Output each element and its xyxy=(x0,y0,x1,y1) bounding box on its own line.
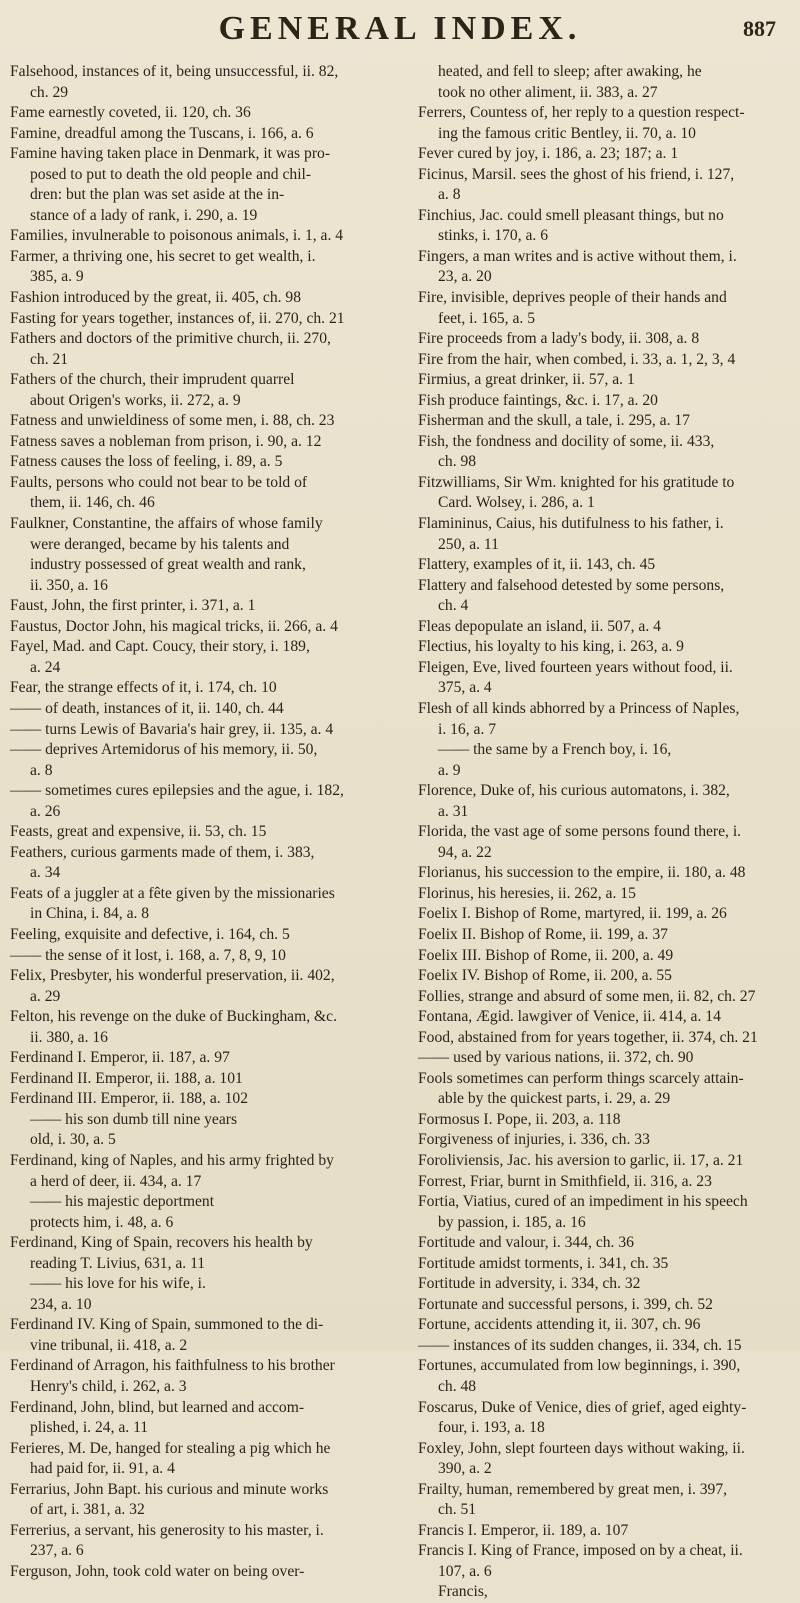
index-entry-line: plished, i. 24, a. 11 xyxy=(30,1419,149,1437)
index-entry-line: Fools sometimes can perform things scarcely attain- xyxy=(418,1069,744,1087)
index-entry-line: old, i. 30, a. 5 xyxy=(30,1131,116,1149)
index-entry-line: stance of a lady of rank, i. 290, a. 19 xyxy=(30,206,258,224)
index-entry-line: Fitzwilliams, Sir Wm. knighted for his gratitude to xyxy=(418,473,735,491)
index-entry-line: protects him, i. 48, a. 6 xyxy=(30,1213,174,1231)
index-entry-line: Feasts, great and expensive, ii. 53, ch. 15 xyxy=(10,823,267,841)
index-entry-line: Faults, persons who could not bear to be told of xyxy=(10,473,308,491)
page-header xyxy=(0,6,800,52)
index-entry-line: Fortitude and valour, i. 344, ch. 36 xyxy=(418,1234,634,1252)
index-entry-line: Faustus, Doctor John, his magical tricks, ii. 266, a. 4 xyxy=(10,617,338,635)
index-entry-line: Feathers, curious garments made of them, i. 383, xyxy=(10,843,315,861)
index-entry-line: Florence, Duke of, his curious automatons, i. 382, xyxy=(418,782,730,800)
index-entry-line: —— the same by a French boy, i. 16, xyxy=(438,741,672,759)
index-entry-line: Fish produce faintings, &c. i. 17, a. 20 xyxy=(418,391,658,409)
index-entry-line: Food, abstained from for years together, ii. 374, ch. 21 xyxy=(418,1028,758,1046)
index-entry-line: 234, a. 10 xyxy=(30,1295,92,1313)
index-entry-line: ch. 4 xyxy=(438,597,469,615)
index-entry-line: Famine having taken place in Denmark, it was pro- xyxy=(10,145,331,163)
index-entry-line: Fortunate and successful persons, i. 399, ch. 52 xyxy=(418,1295,713,1313)
index-entry-line: Finchius, Jac. could smell pleasant things, but no xyxy=(418,206,724,224)
index-entry-line: Foelix II. Bishop of Rome, ii. 199, a. 37 xyxy=(418,925,668,943)
index-entry-line: —— instances of its sudden changes, ii. 334, ch. 15 xyxy=(418,1336,742,1354)
index-entry-line: Ferdinand III. Emperor, ii. 188, a. 102 xyxy=(10,1090,248,1108)
index-entry-line: Fatness and unwieldiness of some men, i. 88, ch. 23 xyxy=(10,412,335,430)
index-entry-line: 375, a. 4 xyxy=(438,679,492,697)
index-entry-line: Florianus, his succession to the empire, ii. 180, a. 48 xyxy=(418,864,746,882)
index-entry-line: Francis, xyxy=(438,1583,488,1601)
index-entry-line: Fear, the strange effects of it, i. 174, ch. 10 xyxy=(10,679,277,697)
index-entry-line: Ferdinand, John, blind, but learned and accom- xyxy=(10,1398,305,1416)
index-entry-line: Fisherman and the skull, a tale, i. 295, a. 17 xyxy=(418,412,690,430)
index-entry-line: 385, a. 9 xyxy=(30,268,84,286)
index-entry-line: Fatness causes the loss of feeling, i. 89, a. 5 xyxy=(10,453,283,471)
index-column-left xyxy=(10,62,382,1580)
index-entry-line: Fathers of the church, their imprudent quarrel xyxy=(10,371,295,389)
index-entry-line: 94, a. 22 xyxy=(438,843,492,861)
index-entry-line: Fish, the fondness and docility of some, ii. 433, xyxy=(418,432,715,450)
index-entry-line: Fayel, Mad. and Capt. Coucy, their story, i. 189, xyxy=(10,638,310,656)
index-entry-line: Foelix III. Bishop of Rome, ii. 200, a. 49 xyxy=(418,946,674,964)
index-entry-line: Henry's child, i. 262, a. 3 xyxy=(30,1378,187,1395)
index-entry-line: 107, a. 6 xyxy=(438,1562,492,1580)
index-entry-line: ing the famous critic Bentley, ii. 70, a. 10 xyxy=(438,124,696,142)
index-entry-line: heated, and fell to sleep; after awaking, he xyxy=(438,63,702,80)
index-entry-line: industry possessed of great wealth and rank, xyxy=(30,556,306,574)
index-entry-line: took no other aliment, ii. 383, a. 27 xyxy=(438,83,658,101)
index-entry-line: them, ii. 146, ch. 46 xyxy=(30,494,155,512)
index-entry-line: Fatness saves a nobleman from prison, i. 90, a. 12 xyxy=(10,432,322,450)
index-entry-line: had paid for, ii. 91, a. 4 xyxy=(30,1460,175,1478)
index-entry-line: Forgiveness of injuries, i. 336, ch. 33 xyxy=(418,1131,650,1149)
index-entry-line: Fontana, Ægid. lawgiver of Venice, ii. 414, a. 14 xyxy=(418,1008,721,1026)
index-entry-line: Ferdinand IV. King of Spain, summoned to the di- xyxy=(10,1316,324,1334)
index-entry-line: Ferdinand II. Emperor, ii. 188, a. 101 xyxy=(10,1069,243,1087)
index-entry-line: four, i. 193, a. 18 xyxy=(438,1419,545,1437)
index-entry-line: Foelix IV. Bishop of Rome, ii. 200, a. 55 xyxy=(418,967,672,985)
index-entry-line: feet, i. 165, a. 5 xyxy=(438,309,535,327)
index-entry-line: —— his majestic deportment xyxy=(30,1193,215,1211)
index-entry-line: ch. 21 xyxy=(30,350,69,368)
index-entry-line: ch. 29 xyxy=(30,83,69,101)
index-entry-line: in China, i. 84, a. 8 xyxy=(30,905,150,923)
index-entry-line: ch. 48 xyxy=(438,1378,477,1395)
index-entry-line: Fashion introduced by the great, ii. 405, ch. 98 xyxy=(10,289,302,307)
index-entry-line: about Origen's works, ii. 272, a. 9 xyxy=(30,391,241,409)
index-entry-line: Ferdinand, king of Naples, and his army frighted by xyxy=(10,1151,334,1169)
index-entry-line: Faulkner, Constantine, the affairs of whose family xyxy=(10,515,323,533)
index-entry-line: Farmer, a thriving one, his secret to get wealth, i. xyxy=(10,247,316,265)
index-entry-line: by passion, i. 185, a. 16 xyxy=(438,1213,586,1231)
index-entry-line: Fire proceeds from a lady's body, ii. 308, a. 8 xyxy=(418,330,700,348)
index-entry-line: ii. 380, a. 16 xyxy=(30,1028,108,1046)
index-entry-line: Ficinus, Marsil. sees the ghost of his friend, i. 127, xyxy=(418,165,735,183)
index-entry-line: Families, invulnerable to poisonous animals, i. 1, a. 4 xyxy=(10,227,344,245)
index-entry-line: Foroliviensis, Jac. his aversion to garlic, ii. 17, a. 21 xyxy=(418,1151,744,1169)
index-entry-line: a. 9 xyxy=(438,761,461,779)
index-entry-line: 237, a. 6 xyxy=(30,1542,84,1560)
index-entry-line: Flectius, his loyalty to his king, i. 263, a. 9 xyxy=(418,638,684,656)
index-entry-line: Fleas depopulate an island, ii. 507, a. 4 xyxy=(418,617,661,635)
index-entry-line: Feats of a juggler at a fête given by the missionaries xyxy=(10,884,335,902)
index-entry-line: Francis I. Emperor, ii. 189, a. 107 xyxy=(418,1521,629,1539)
index-entry-line: —— of death, instances of it, ii. 140, ch. 44 xyxy=(10,699,284,717)
index-entry-line: ii. 350, a. 16 xyxy=(30,576,108,594)
index-entry-line: Felix, Presbyter, his wonderful preservation, ii. 402, xyxy=(10,967,335,985)
index-entry-line: Foscarus, Duke of Venice, dies of grief, aged eighty- xyxy=(418,1398,747,1416)
index-entry-line: stinks, i. 170, a. 6 xyxy=(438,227,549,245)
index-entry-line: a. 26 xyxy=(30,802,61,820)
index-entry-line: Falsehood, instances of it, being unsuccessful, ii. 82, xyxy=(10,63,339,80)
index-entry-line: a. 29 xyxy=(30,987,61,1005)
index-entry-line: Ferrarius, John Bapt. his curious and minute works xyxy=(10,1480,329,1498)
index-entry-line: Ferieres, M. De, hanged for stealing a pig which he xyxy=(10,1439,331,1457)
index-entry-line: Foelix I. Bishop of Rome, martyred, ii. 199, a. 26 xyxy=(418,905,727,923)
index-entry-line: Fortia, Viatius, cured of an impediment in his speech xyxy=(418,1193,748,1211)
index-entry-line: Fever cured by joy, i. 186, a. 23; 187; a. 1 xyxy=(418,145,679,163)
index-entry-line: Fortitude in adversity, i. 334, ch. 32 xyxy=(418,1275,641,1293)
index-entry-line: Fasting for years together, instances of, ii. 270, ch. 21 xyxy=(10,309,345,327)
index-entry-line: Ferdinand, King of Spain, recovers his health by xyxy=(10,1234,313,1252)
index-entry-line: 23, a. 20 xyxy=(438,268,492,286)
index-entry-line: Famine, dreadful among the Tuscans, i. 166, a. 6 xyxy=(10,124,314,142)
index-entry-line: a. 31 xyxy=(438,802,469,820)
index-entry-line: 250, a. 11 xyxy=(438,535,499,553)
index-entry-line: i. 16, a. 7 xyxy=(438,720,497,738)
index-entry-line: Fleigen, Eve, lived fourteen years without food, ii. xyxy=(418,658,733,676)
index-entry-line: ch. 98 xyxy=(438,453,477,471)
index-entry-line: —— his love for his wife, i. xyxy=(30,1275,206,1293)
index-entry-line: Fire, invisible, deprives people of their hands and xyxy=(418,289,727,307)
index-entry-line: Ferrers, Countess of, her reply to a question respect- xyxy=(418,104,745,122)
index-entry-line: Faust, John, the first printer, i. 371, a. 1 xyxy=(10,597,256,615)
index-entry-line: vine tribunal, ii. 418, a. 2 xyxy=(30,1336,188,1354)
index-entry-line: Ferrerius, a servant, his generosity to his master, i. xyxy=(10,1521,324,1539)
index-entry-line: Flamininus, Caius, his dutifulness to his father, i. xyxy=(418,515,724,533)
index-entry-line: Fortunes, accumulated from low beginnings, i. 390, xyxy=(418,1357,741,1375)
index-entry-line: a herd of deer, ii. 434, a. 17 xyxy=(30,1172,202,1190)
index-entry-line: able by the quickest parts, i. 29, a. 29 xyxy=(438,1090,671,1108)
index-entry-line: Ferdinand of Arragon, his faithfulness to his brother xyxy=(10,1357,335,1375)
index-entry-line: 390, a. 2 xyxy=(438,1460,492,1478)
index-entry-line: reading T. Livius, 631, a. 11 xyxy=(30,1254,206,1272)
index-entry-line: Fortune, accidents attending it, ii. 307, ch. 96 xyxy=(418,1316,701,1334)
index-entry-line: Card. Wolsey, i. 286, a. 1 xyxy=(438,494,595,512)
index-entry-line: a. 8 xyxy=(30,761,53,779)
page-number: 887 xyxy=(743,16,776,41)
index-entry-line: Francis I. King of France, imposed on by a cheat, ii. xyxy=(418,1542,743,1560)
index-entry-line: Florinus, his heresies, ii. 262, a. 15 xyxy=(418,884,636,902)
index-entry-line: were deranged, became by his talents and xyxy=(30,535,290,553)
index-entry-line: dren: but the plan was set aside at the in- xyxy=(30,186,285,204)
running-head: GENERAL INDEX. xyxy=(218,10,582,47)
index-entry-line: Flattery, examples of it, ii. 143, ch. 45 xyxy=(418,556,656,574)
index-entry-line: Florida, the vast age of some persons found there, i. xyxy=(418,823,742,841)
index-entry-line: —— sometimes cures epilepsies and the ague, i. 182, xyxy=(10,782,344,800)
index-entry-line: Ferdinand I. Emperor, ii. 187, a. 97 xyxy=(10,1049,230,1067)
index-entry-line: —— turns Lewis of Bavaria's hair grey, ii. 135, a. 4 xyxy=(10,720,334,738)
index-entry-line: posed to put to death the old people and chil- xyxy=(30,165,312,183)
index-entry-line: Fingers, a man writes and is active without them, i. xyxy=(418,247,737,265)
index-entry-line: a. 34 xyxy=(30,864,61,882)
index-entry-line: Fathers and doctors of the primitive church, ii. 270, xyxy=(10,330,331,348)
index-column-right xyxy=(418,62,794,1601)
index-entry-line: Flattery and falsehood detested by some persons, xyxy=(418,576,725,594)
index-entry-line: a. 8 xyxy=(438,186,461,204)
index-entry-line: Follies, strange and absurd of some men, ii. 82, ch. 27 xyxy=(418,987,756,1005)
index-entry-line: Ferguson, John, took cold water on being over- xyxy=(10,1562,305,1580)
index-entry-line: Frailty, human, remembered by great men, i. 397, xyxy=(418,1480,728,1498)
index-entry-line: Fortitude amidst torments, i. 341, ch. 35 xyxy=(418,1254,669,1272)
index-entry-line: —— used by various nations, ii. 372, ch. 90 xyxy=(418,1049,694,1067)
index-entry-line: Firmius, a great drinker, ii. 57, a. 1 xyxy=(418,371,635,389)
index-entry-line: Felton, his revenge on the duke of Buckingham, &c. xyxy=(10,1008,337,1026)
index-entry-line: of art, i. 381, a. 32 xyxy=(30,1501,145,1519)
index-entry-line: Feeling, exquisite and defective, i. 164, ch. 5 xyxy=(10,925,290,943)
index-entry-line: Formosus I. Pope, ii. 203, a. 118 xyxy=(418,1110,621,1128)
index-entry-line: Fire from the hair, when combed, i. 33, a. 1, 2, 3, 4 xyxy=(418,350,736,368)
index-entry-line: Fame earnestly coveted, ii. 120, ch. 36 xyxy=(10,104,251,122)
index-entry-line: —— the sense of it lost, i. 168, a. 7, 8, 9, 10 xyxy=(10,946,286,964)
index-entry-line: Forrest, Friar, burnt in Smithfield, ii. 316, a. 23 xyxy=(418,1172,712,1190)
index-entry-line: —— deprives Artemidorus of his memory, ii. 50, xyxy=(10,741,318,759)
index-entry-line: Flesh of all kinds abhorred by a Princess of Naples, xyxy=(418,699,740,717)
index-entry-line: Foxley, John, slept fourteen days without waking, ii. xyxy=(418,1439,745,1457)
index-entry-line: —— his son dumb till nine years xyxy=(30,1110,238,1128)
index-entry-line: a. 24 xyxy=(30,658,61,676)
index-entry-line: ch. 51 xyxy=(438,1501,477,1519)
